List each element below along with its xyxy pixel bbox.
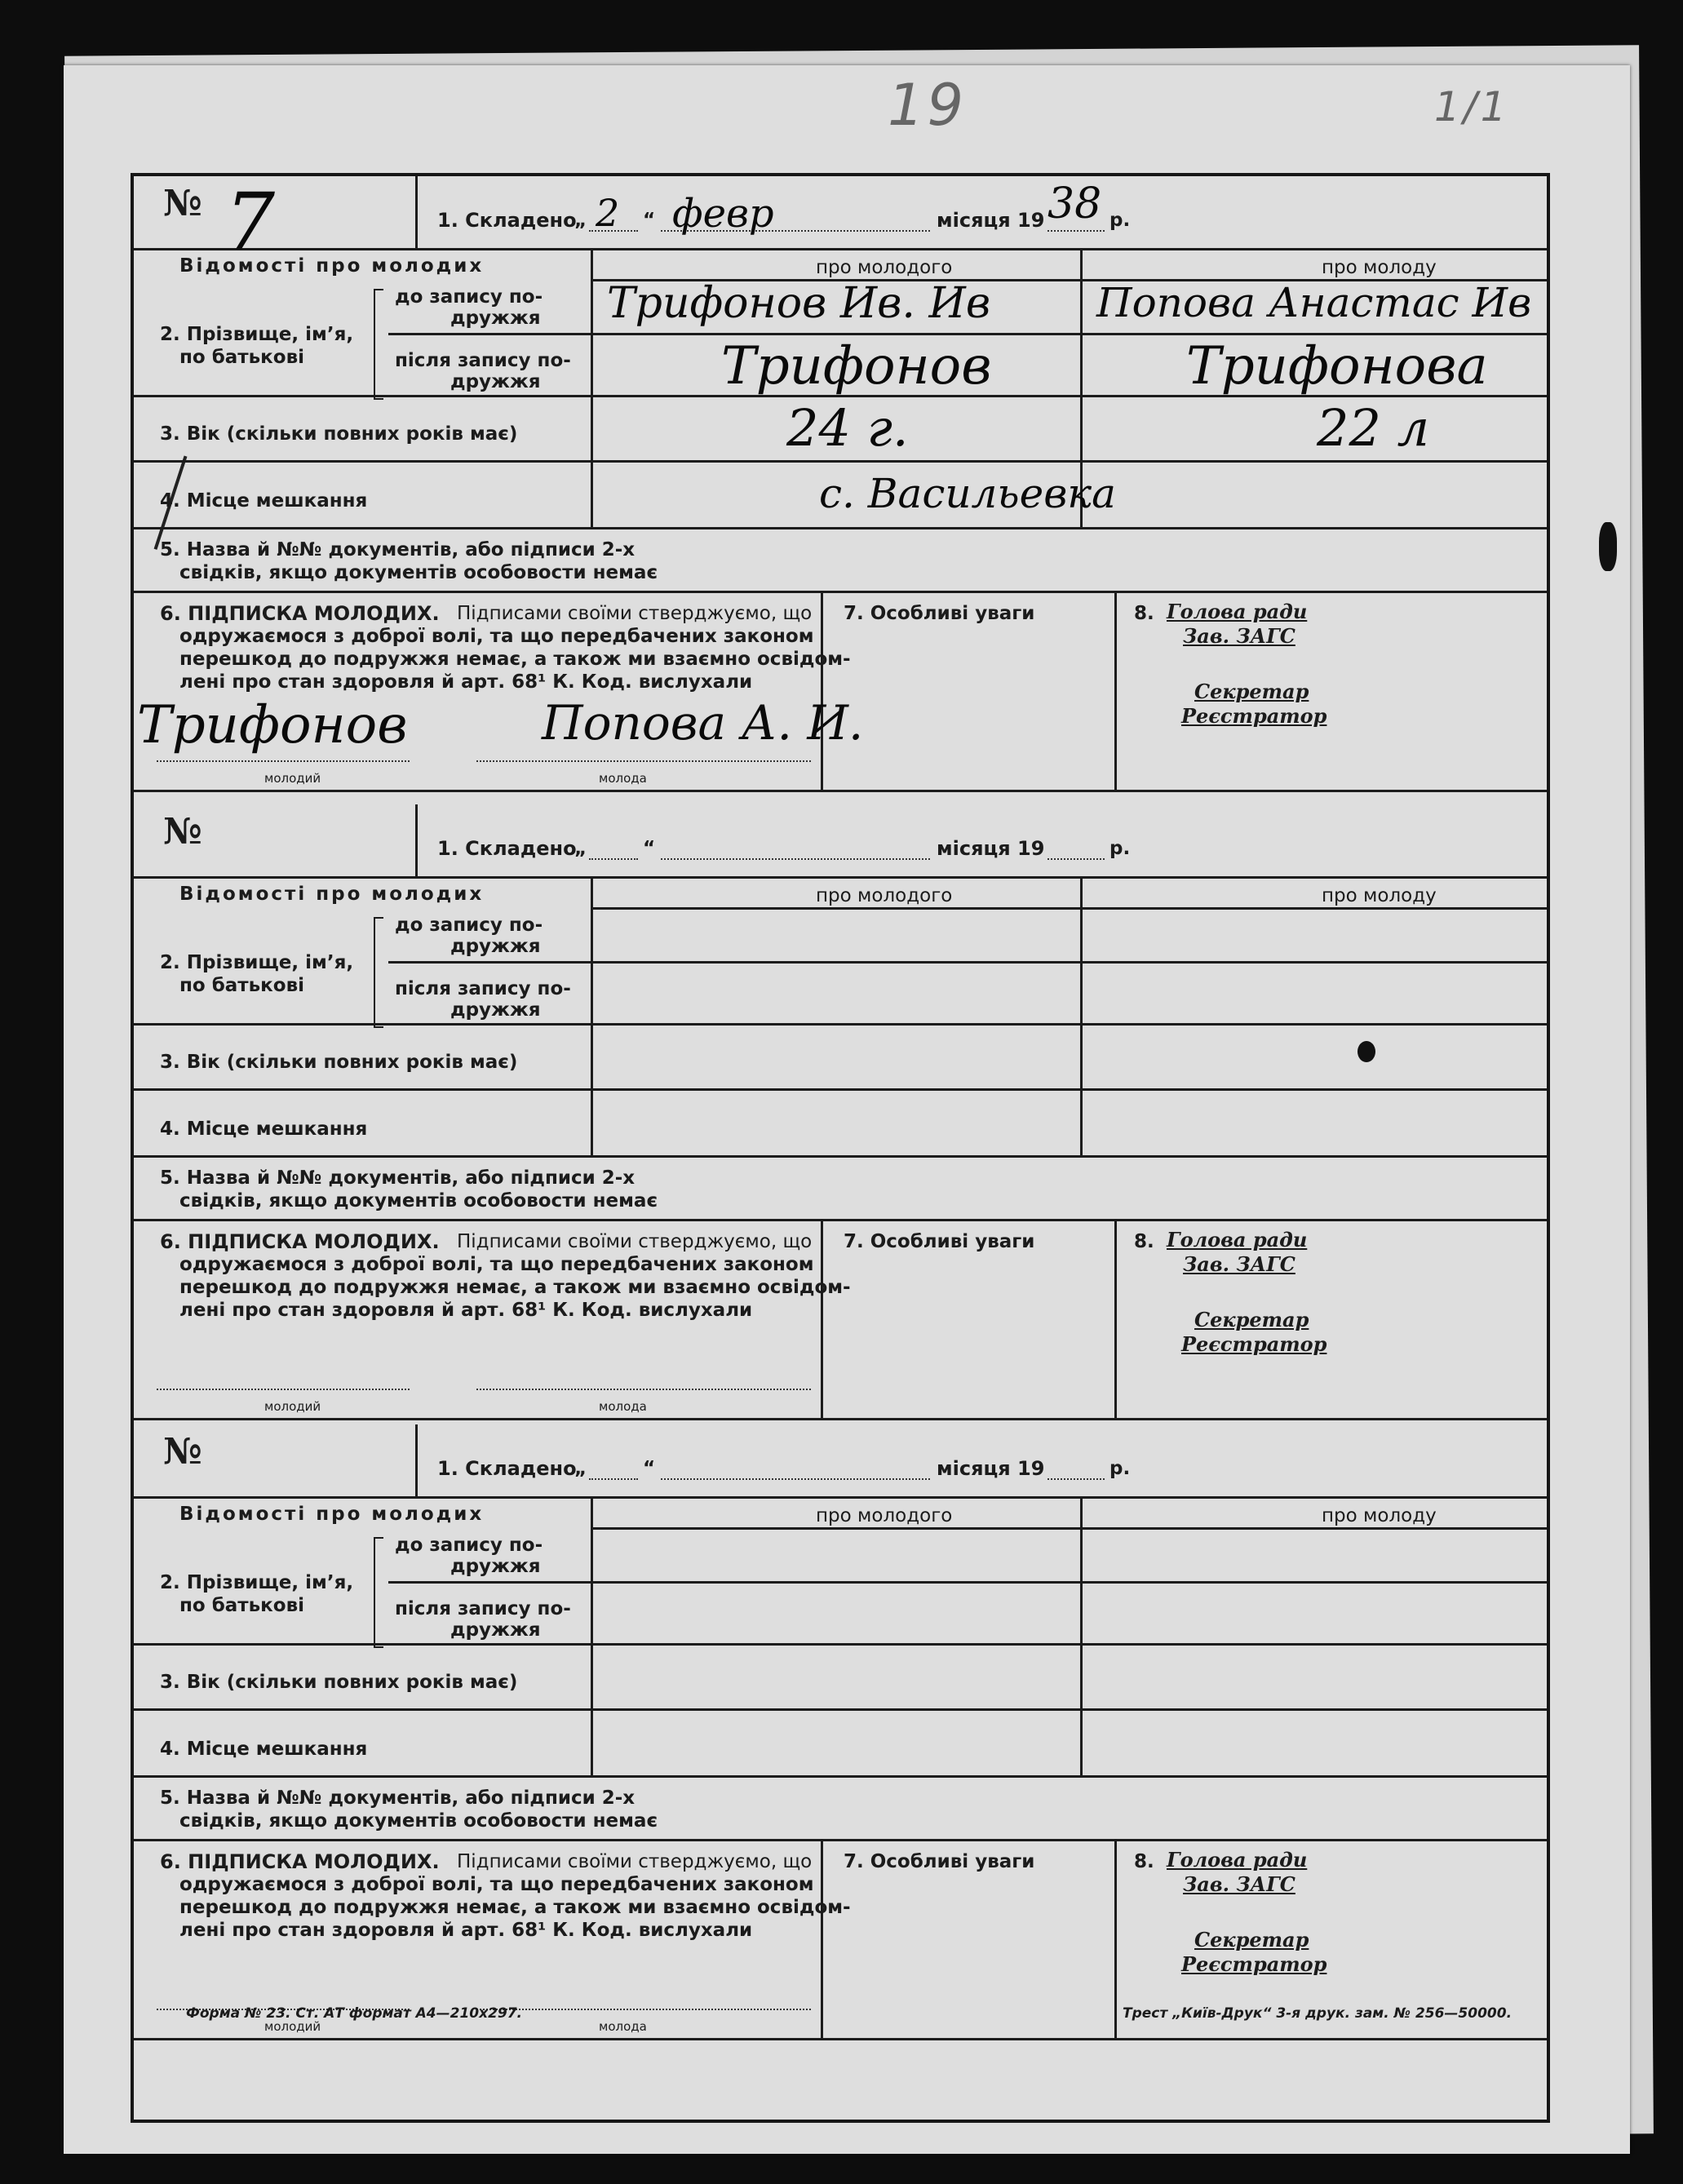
quote-close: “ (643, 1458, 656, 1479)
zags-label: Зав. ЗАГС (1183, 1872, 1295, 1896)
bride-header: про молоду (1322, 885, 1437, 906)
registrar-label: Реєстратор (1181, 704, 1327, 728)
printer-info: Трест „Київ-Друк“ 3-я друк. зам. № 256—50000. (1123, 2005, 1512, 2022)
pledge-text-c: перешкод до подружжя немає, а також ми взаємно освідом- (179, 1277, 851, 1298)
year-suffix: р. (1109, 210, 1131, 231)
pledge-text-b: одружаємося з доброї волі, та що передбачених законом (179, 1874, 814, 1895)
residence-label: 4. Місце мешкання (160, 1739, 368, 1760)
bride-sig-label: молода (599, 771, 647, 786)
month-label: місяця 19 (937, 1457, 1045, 1480)
page (64, 65, 1630, 2154)
pledge-text-d: лені про стан здоровля й арт. 68¹ К. Код. вислухали (179, 1300, 753, 1321)
remarks-label: 7. Особливі уваги (844, 1851, 1035, 1872)
groom-age[interactable]: 24 г. (786, 398, 909, 458)
before-label-b: дружжя (450, 308, 541, 329)
bride-sig-label: молода (599, 1399, 647, 1414)
after-label-b: дружжя (450, 999, 541, 1021)
month-label: місяця 19 (937, 209, 1045, 232)
record-number[interactable]: 7 (225, 176, 276, 268)
month-label: місяця 19 (937, 837, 1045, 860)
row2-label-b: по батькові (179, 347, 305, 368)
row2-label-b: по батькові (179, 975, 305, 996)
bride-signature[interactable]: Попова А. И. (542, 695, 864, 751)
pledge-head: 6. ПІДПИСКА МОЛОДИХ. (160, 1230, 440, 1253)
head-label: Голова ради (1167, 600, 1308, 623)
info-header: Відомості про молодих (179, 1504, 485, 1525)
groom-signature[interactable]: Трифонов (137, 695, 408, 755)
compiled-day[interactable]: 2 (596, 191, 620, 235)
compiled-year[interactable]: 38 (1047, 179, 1102, 228)
groom-name-after[interactable]: Трифонов (721, 336, 992, 396)
number-label: № (163, 183, 202, 224)
documents-label-a: 5. Назва й №№ документів, або підписи 2-х (160, 1167, 636, 1189)
officials-num: 8. (1134, 603, 1154, 624)
groom-sig-label: молодий (264, 771, 321, 786)
secretary-label: Секретар (1194, 1308, 1309, 1331)
compiled-label: 1. Складено (437, 209, 577, 232)
bride-name-after[interactable]: Трифонова (1186, 336, 1488, 396)
number-label: № (163, 811, 202, 853)
groom-sig-label: молодий (264, 1399, 321, 1414)
before-label-a: до запису по- (395, 915, 543, 936)
compiled-label: 1. Складено (437, 1457, 577, 1480)
documents-label-a: 5. Назва й №№ документів, або підписи 2-х (160, 1788, 636, 1809)
registrar-label: Реєстратор (1181, 1952, 1327, 1976)
margin-number: 19 (888, 72, 968, 139)
remarks-label: 7. Особливі уваги (844, 603, 1035, 624)
row2-label-a: 2. Прізвище, ім’я, (160, 324, 354, 345)
pledge-head: 6. ПІДПИСКА МОЛОДИХ. (160, 1850, 440, 1873)
head-label: Голова ради (1167, 1848, 1308, 1872)
number-label: № (163, 1431, 202, 1473)
after-label-a: після запису по- (395, 1598, 571, 1619)
bride-header: про молоду (1322, 1505, 1437, 1526)
pledge-text-b: одружаємося з доброї волі, та що передбачених законом (179, 1254, 814, 1275)
residence-label: 4. Місце мешкання (160, 490, 368, 512)
age-label: 3. Вік (скільки повних років має) (160, 1052, 518, 1073)
documents-label-b: свідків, якщо документів особовости немає (179, 1190, 658, 1212)
zags-label: Зав. ЗАГС (1183, 624, 1295, 648)
groom-header: про молодого (816, 257, 953, 278)
pledge-text-a: Підписами своїми стверджуємо, що (457, 1231, 813, 1252)
info-header: Відомості про молодих (179, 255, 485, 277)
quote-open: „ (574, 210, 587, 231)
documents-label-b: свідків, якщо документів особовости немає (179, 1810, 658, 1832)
quote-close: “ (643, 210, 656, 231)
year-suffix: р. (1109, 1458, 1131, 1479)
record-block-1 (134, 176, 1547, 796)
groom-sig-label: молодий (264, 2019, 321, 2034)
pledge-text-a: Підписами своїми стверджуємо, що (457, 603, 813, 624)
marriage-register-form (131, 173, 1550, 2123)
registrar-label: Реєстратор (1181, 1332, 1327, 1356)
remarks-label: 7. Особливі уваги (844, 1231, 1035, 1252)
year-suffix: р. (1109, 838, 1131, 859)
after-label-a: після запису по- (395, 978, 571, 999)
documents-label-b: свідків, якщо документів особовости немає (179, 562, 658, 583)
quote-open: „ (574, 1458, 587, 1479)
record-block-3 (134, 1424, 1547, 2044)
secretary-label: Секретар (1194, 1928, 1309, 1951)
documents-label-a: 5. Назва й №№ документів, або підписи 2-х (160, 539, 636, 560)
before-label-b: дружжя (450, 1556, 541, 1577)
pledge-text-c: перешкод до подружжя немає, а також ми взаємно освідом- (179, 1897, 851, 1918)
pledge-text-d: лені про стан здоровля й арт. 68¹ К. Код. вислухали (179, 1920, 753, 1941)
pledge-text-b: одружаємося з доброї волі, та що передбачених законом (179, 626, 814, 647)
form-info: Форма № 23. Ст. АТ формат А4—210х297. (186, 2005, 523, 2022)
groom-header: про молодого (816, 1505, 953, 1526)
residence[interactable]: с. Васильевка (819, 470, 1116, 517)
ink-blot (1599, 522, 1617, 571)
before-label-a: до запису по- (395, 286, 543, 308)
age-label: 3. Вік (скільки повних років має) (160, 423, 518, 445)
age-label: 3. Вік (скільки повних років має) (160, 1672, 518, 1693)
officials-num: 8. (1134, 1851, 1154, 1872)
after-label-b: дружжя (450, 1619, 541, 1641)
secretary-label: Секретар (1194, 680, 1309, 703)
officials-num: 8. (1134, 1231, 1154, 1252)
record-block-2 (134, 804, 1547, 1424)
before-label-b: дружжя (450, 936, 541, 957)
bride-name-before[interactable]: Попова Анастас Ив (1096, 279, 1532, 326)
pledge-head: 6. ПІДПИСКА МОЛОДИХ. (160, 602, 440, 625)
after-label-b: дружжя (450, 371, 541, 392)
bride-sig-label: молода (599, 2019, 647, 2034)
groom-name-before[interactable]: Трифонов Ив. Ив (607, 279, 991, 328)
row2-label-b: по батькові (179, 1595, 305, 1616)
quote-open: „ (574, 838, 587, 859)
row2-label-a: 2. Прізвище, ім’я, (160, 1572, 354, 1593)
compiled-label: 1. Складено (437, 837, 577, 860)
before-label-a: до запису по- (395, 1535, 543, 1556)
quote-close: “ (643, 838, 656, 859)
pledge-text-c: перешкод до подружжя немає, а також ми взаємно освідом- (179, 649, 851, 670)
residence-label: 4. Місце мешкання (160, 1119, 368, 1140)
row2-label-a: 2. Прізвище, ім’я, (160, 952, 354, 973)
groom-header: про молодого (816, 885, 953, 906)
after-label-a: після запису по- (395, 350, 571, 371)
zags-label: Зав. ЗАГС (1183, 1252, 1295, 1276)
bride-age[interactable]: 22 л (1317, 398, 1430, 458)
pledge-text-d: лені про стан здоровля й арт. 68¹ К. Код. вислухали (179, 671, 753, 693)
info-header: Відомості про молодих (179, 884, 485, 905)
pledge-text-a: Підписами своїми стверджуємо, що (457, 1851, 813, 1872)
margin-code: 1/1 (1434, 83, 1510, 131)
compiled-month[interactable]: февр (672, 191, 774, 237)
head-label: Голова ради (1167, 1228, 1308, 1251)
bride-header: про молоду (1322, 257, 1437, 278)
